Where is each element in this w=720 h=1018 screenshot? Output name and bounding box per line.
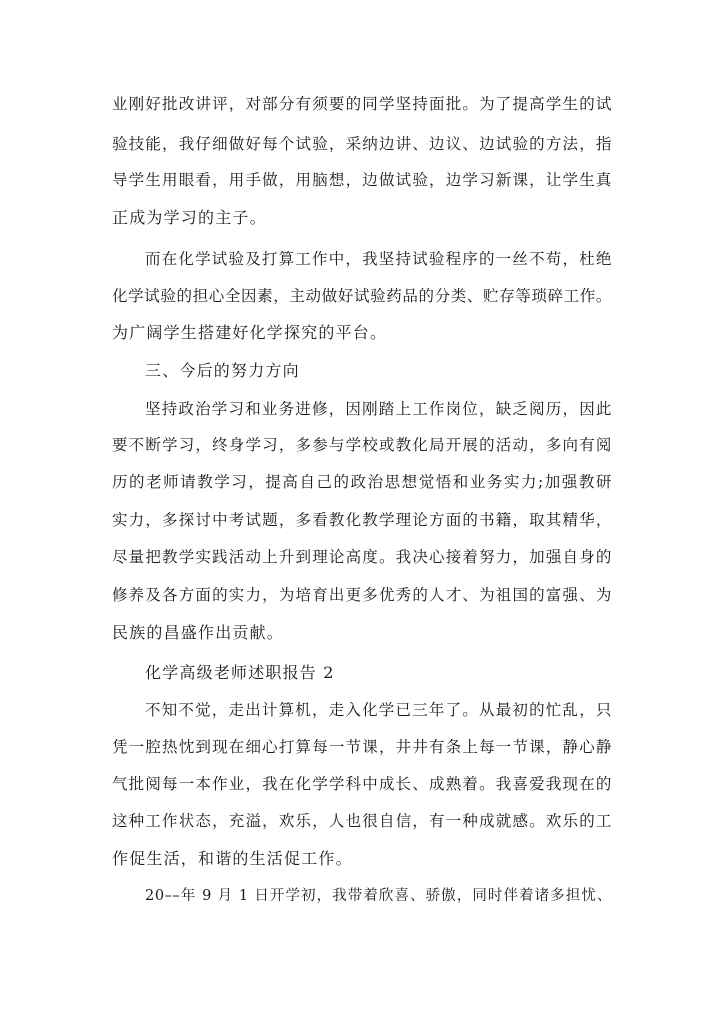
paragraph-line: 历的老师请教学习，提高自己的政治思想觉悟和业务实力;加强教研 xyxy=(112,473,612,491)
paragraph-line: 尽量把教学实践活动上升到理论高度。我决心接着努力，加强自身的 xyxy=(112,548,612,566)
paragraph-line: 为广阔学生搭建好化学探究的平台。 xyxy=(112,323,388,342)
paragraph-line: 业刚好批改讲评，对部分有须要的同学坚持面批。为了提高学生的试 xyxy=(112,95,612,113)
paragraph-line: 气批阅每一本作业，我在化学学科中成长、成熟着。我喜爱我现在的 xyxy=(112,775,612,793)
paragraph-line: 要不断学习，终身学习，多参与学校或教化局开展的活动，多向有阅 xyxy=(112,436,612,454)
paragraph-line: 验技能，我仔细做好每个试验，采纳边讲、边议、边试验的方法，指 xyxy=(112,135,612,153)
paragraph-line: 民族的昌盛作出贡献。 xyxy=(112,623,285,642)
report-title: 化学高级老师述职报告 2 xyxy=(145,663,335,682)
section-heading: 三、今后的努力方向 xyxy=(145,361,300,380)
paragraph-line: 导学生用眼看，用手做，用脑想，边做试验，边学习新课，让学生真 xyxy=(112,171,612,189)
paragraph-line: 修养及各方面的实力，为培育出更多优秀的人才、为祖国的富强、为 xyxy=(112,586,612,604)
paragraph-line: 正成为学习的主子。 xyxy=(112,208,267,227)
paragraph-line: 凭一腔热忱到现在细心打算每一节课，井井有条上每一节课，静心静 xyxy=(112,738,612,756)
paragraph-line: 实力，多探讨中考试题，多看教化教学理论方面的书籍，取其精华， xyxy=(112,511,612,529)
paragraph-line: 这种工作状态，充溢，欢乐，人也很自信，有一种成就感。欢乐的工 xyxy=(112,812,612,830)
paragraph-line: 而在化学试验及打算工作中，我坚持试验程序的一丝不苟，杜绝 xyxy=(145,250,612,268)
paragraph-line: 坚持政治学习和业务进修，因刚踏上工作岗位，缺乏阅历，因此 xyxy=(145,400,612,418)
paragraph-line: 不知不觉，走出计算机，走入化学已三年了。从最初的忙乱，只 xyxy=(145,701,612,719)
paragraph-line: 20––年 9 月 1 日开学初，我带着欣喜、骄傲，同时伴着诸多担忧、 xyxy=(145,888,612,904)
paragraph-line: 化学试验的担心全因素，主动做好试验药品的分类、贮存等琐碎工作。 xyxy=(112,287,612,305)
paragraph-line: 作促生活，和谐的生活促工作。 xyxy=(112,849,353,868)
